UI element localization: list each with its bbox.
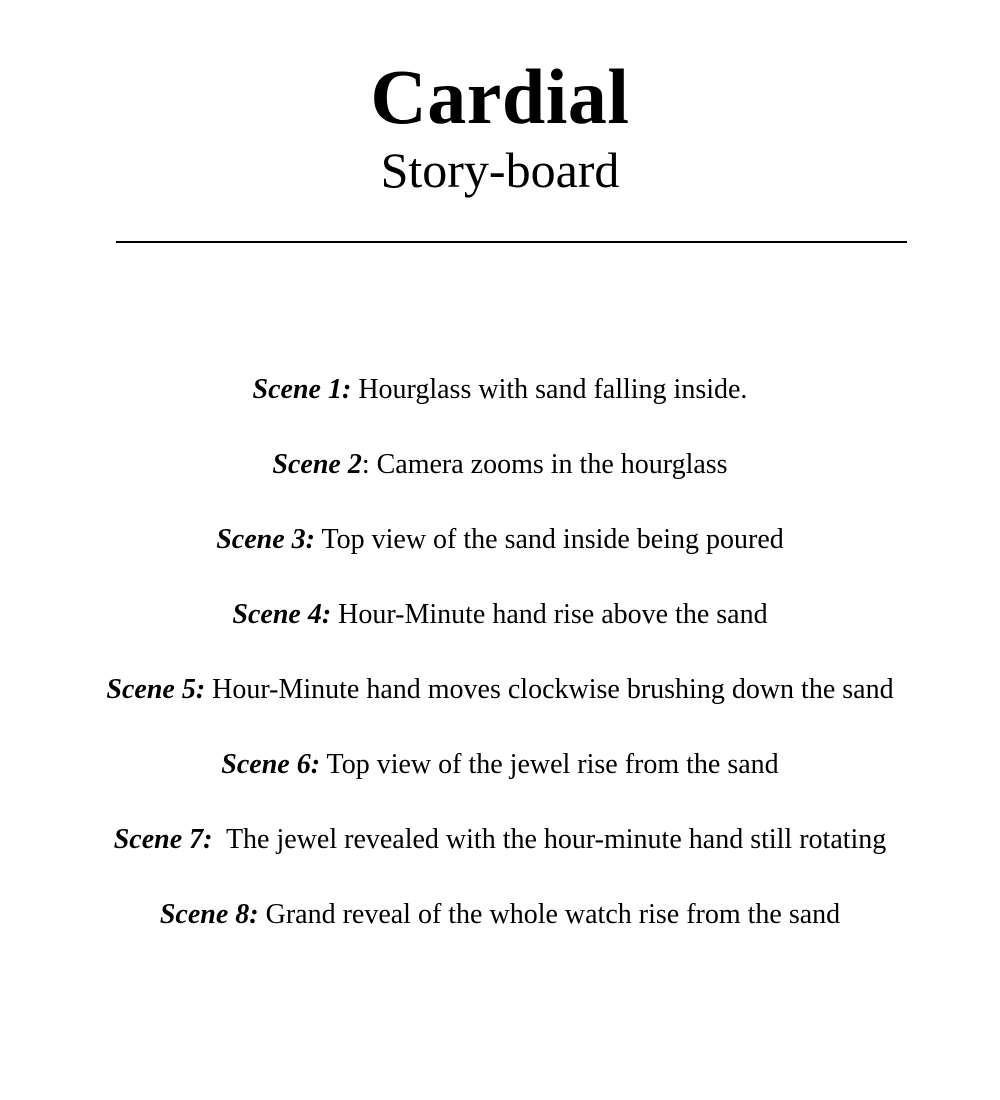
scene-description: Top view of the jewel rise from the sand [320,749,779,780]
scene-description: Hourglass with sand falling inside. [351,374,748,405]
scene-item-6 [0,743,1000,818]
scene-item-2 [0,443,1000,518]
scene-label: Scene 8: [159,899,259,930]
scene-description: Camera zooms in the hourglass [369,449,728,480]
scene-description: The jewel revealed with the hour-minute hand still rotating [212,824,887,855]
scene-label: Scene 3: [216,524,315,555]
document-title: Cardial [370,53,630,140]
scene-description: Grand reveal of the whole watch rise from the sand [258,899,841,930]
scene-label: Scene 7: [113,824,213,855]
scene-item-1 [0,368,1000,443]
scene-label: Scene 4: [232,599,332,630]
scene-separator: : [361,449,370,480]
scene-label: Scene 1: [252,374,352,405]
title-divider [116,241,907,243]
scene-item-4 [0,593,1000,668]
document-subtitle: Story-board [380,142,620,198]
scene-description: Top view of the sand inside being poured [314,524,784,555]
scene-item-8 [0,893,1000,968]
scene-description: Hour-Minute hand rise above the sand [331,599,768,630]
scene-description: Hour-Minute hand moves clockwise brushing down the sand [205,674,894,705]
scene-item-3 [0,518,1000,593]
scene-label: Scene 5: [106,674,206,705]
scene-item-5 [0,668,1000,743]
scene-item-7 [0,818,1000,893]
scene-label: Scene 6: [221,749,321,780]
scene-list [0,368,1000,968]
scene-label: Scene 2 [272,449,362,480]
